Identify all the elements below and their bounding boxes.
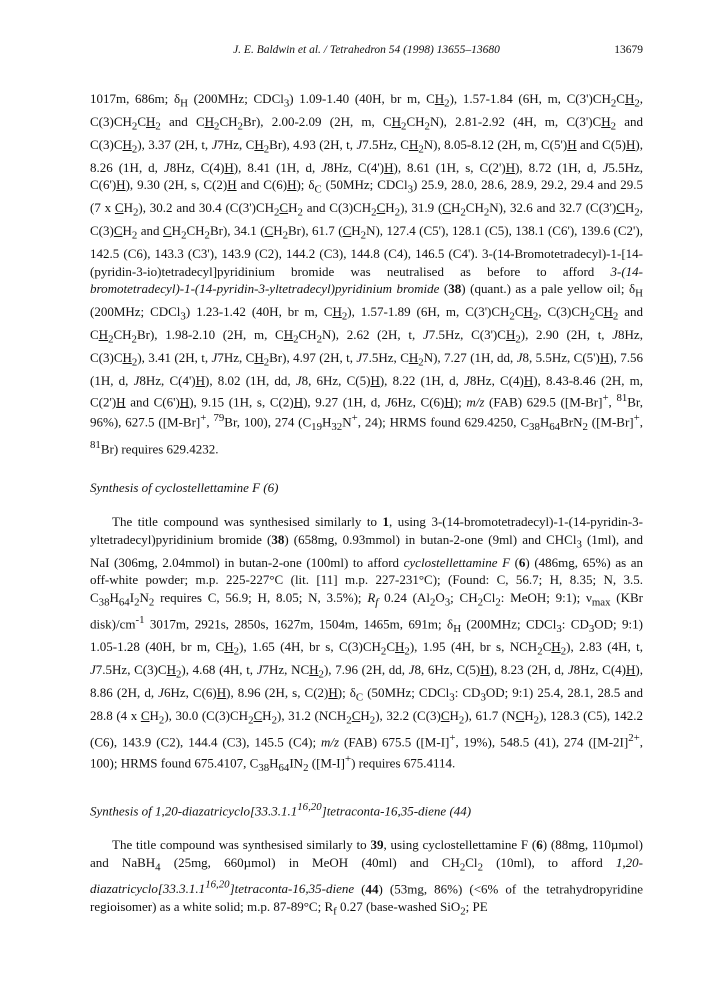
paragraph-diazatricyclo: The title compound was synthesised similarly to 39, using cyclostellettamine F (6) (88mg, 110µmol) and NaBH$_4$ (25mg, 660µmol) in MeOH (40ml) and $CH_2Cl_2$ (10ml), to afford 1,20-diazatricyclo[33.3.1.1$^{16,20}$]tetraconta-16,35-diene (44) (53mg, 86%) (<6% of the tetrahydropyridine regioisomer) as a white solid; m.p. 87-89°C; $R_f$ 0.27 (base-washed SiO$_2$; PE [90,837,643,918]
paragraph-cyclostellettamine-f: The title compound was synthesised similarly to 1, using 3-(14-bromotetradecyl)-1-(14-pyridin-3-yltetradecyl)pyridinium bromide (38) (658mg, 0.93mmol) in butan-2-one (9ml) and CHCl$_3$ (1ml), and NaI (306mg, 2.04mmol) in butan-2-one (100ml) to afford cyclostellettamine F (6) (486mg, 65%) as an off-white powder; m.p. 225-227°C (lit. [11] m.p. 227-231°C); (Found: C, 56.7; H, 8.35; N, 3.5. $C_{38}H_{64}I_2N_2$ requires C, 56.9; H, 8.05; N, 3.5%); $R_f$ 0.24 ($Al_2O_3$; $CH_2Cl_2$: MeOH; 9:1); $\nu_{max}$ (KBr $disk)/cm^{-1}$ 3017m, 2921s, 2850s, 1627m, 1504m, 1465m, 691m; $\delta_H$ (200MHz; CDCl$_3$: $CD_3OD$; 9:1) 1.05-1.28 (40H, br m, $CH_2$), 1.65 (4H, br s, $C(3)CH_2CH_2$), 1.95 (4H, br s, $NCH_2CH_2$), 2.83 (4H, t, J7.5Hz, $C(3)CH_2$), 4.68 (4H, t, J7Hz, $NCH_2$), 7.96 (2H, dd, J8, 6Hz, C(5)H), 8.23 (2H, d, J8Hz, C(4)H), 8.86 (2H, d, J6Hz, C(6)H), 8.96 (2H, s, C(2)H); $\delta_C$ (50MHz; CDCl$_3$: $CD_3OD$; 9:1) 25.4, 28.1, 28.5 and 28.8 (4 x $CH_2$), 30.0 $(C(3)CH_2CH_2)$, 31.2 $(NCH_2CH_2)$, 32.2 $(C(3)CH_2)$, 61.7 $(NCH_2)$, 128.3 (C5), 142.2 (C6), 143.9 (C2), 144.4 (C3), 145.5 (C4); m/z (FAB) 675.5 ([M-I]+, 19%), 548.5 (41), 274 ($[M-2I]^{2+}$, 100); HRMS found 675.4107, $C_{38}H_{64}IN_2$ ([M-I]+) requires 675.4114. [90,514,644,774]
section-heading-diazatricyclo: Synthesis of 1,20-diazatricyclo[33.3.1.1$^{16,20}$]tetraconta-16,35-diene (44) [90,801,472,819]
paragraph-continued-characterisation: 1017m, 686m; $\delta_H$ (200MHz; CDCl$_3$) 1.09-1.40 (40H, br m, $CH_2$), 1.57-1.84 (6H, m, $C(3')CH_2CH_2$, $C(3)CH_2CH_2$ and $CH_2CH_2Br$), 2.00-2.09 (2H, m, $CH_2CH_2N$), 2.81-2.92 (4H, m, $C(3')CH_2$ and $C(3)CH_2$), 3.37 (2H, t, J7Hz, $CH_2Br$), 4.93 (2H, t, J7.5Hz, $CH_2N$), 8.05-8.12 (2H, m, C(5')H and C(5)H), 8.26 (1H, d, J8Hz, C(4)H), 8.41 (1H, d, J8Hz, C(4')H), 8.61 (1H, s, C(2')H), 8.72 (1H, d, J5.5Hz, C(6')H), 9.30 (2H, s, C(2)H and C(6)H); $\delta_C$ (50MHz; CDCl$_3$) 25.9, 28.0, 28.6, 28.9, 29.2, 29.4 and 29.5 (7 x $CH_2$), 30.2 and 30.4 ($C(3')CH_2CH_2$ and $C(3)CH_2CH_2$), 31.9 $(CH_2CH_2N)$, 32.6 and 32.7 ($C(3')CH_2$, $C(3)CH_2$ and $CH_2CH_2Br$), 34.1 $(CH_2Br)$, 61.7 $(CH_2N)$, 127.4 (C5'), 128.1 (C5), 138.1 (C6'), 139.6 (C2'), 142.5 (C6), 143.3 (C3'), 143.9 (C2), 144.2 (C3), 144.8 (C4), 146.5 (C4'). 3-(14-Bromotetradecyl)-1-[14-(pyridin-3-io)tetradecyl]pyridinium bromide was neutralised as before to afford 3-(14-bromotetradecyl)-1-(14-pyridin-3-yltetradecyl)pyridinium bromide (38) (quant.) as a pale yellow oil; $\delta_H$ (200MHz; CDCl$_3$) 1.23-1.42 (40H, br m, $CH_2$), 1.57-1.89 (6H, m, $C(3')CH_2CH_2$, $C(3)CH_2CH_2$ and $CH_2CH_2Br$), 1.98-2.10 (2H, m, $CH_2CH_2N$), 2.62 (2H, t, J7.5Hz, $C(3')CH_2$), 2.90 (2H, t, J8Hz, $C(3)CH_2$), 3.41 (2H, t, J7Hz, $CH_2Br$), 4.97 (2H, t, J7.5Hz, $CH_2N$), 7.27 (1H, dd, J8, 5.5Hz, C(5')H), 7.56 (1H, d, J8Hz, C(4')H), 8.02 (1H, dd, J8, 6Hz, C(5)H), 8.22 (1H, d, J8Hz, C(4)H), 8.43-8.46 (2H, m, C(2')H and C(6')H), 9.15 (1H, s, C(2)H), 9.27 (1H, d, J6Hz, C(6)H); m/z (FAB) 629.5 ([M-Br]+, $^{81}$Br, 96%), 627.5 ([M-Br]+, $^{79}$Br, 100), 274 ($C_{19}H_{32}N^+$, 24); HRMS found 629.4250, $C_{38}H_{64}BrN_2$ ([M-Br]+, $^{81}$Br) requires 629.4232. [90,91,644,457]
running-head [90,44,643,62]
running-head-authors: J. E. Baldwin et al. / Tetrahedron 54 (1998) 13655–13680 [233,44,500,56]
article-body [90,90,643,921]
page-number: 13679 [614,44,643,56]
section-heading-cyclostellettamine-f: Synthesis of cyclostellettamine F (6) [90,480,279,496]
